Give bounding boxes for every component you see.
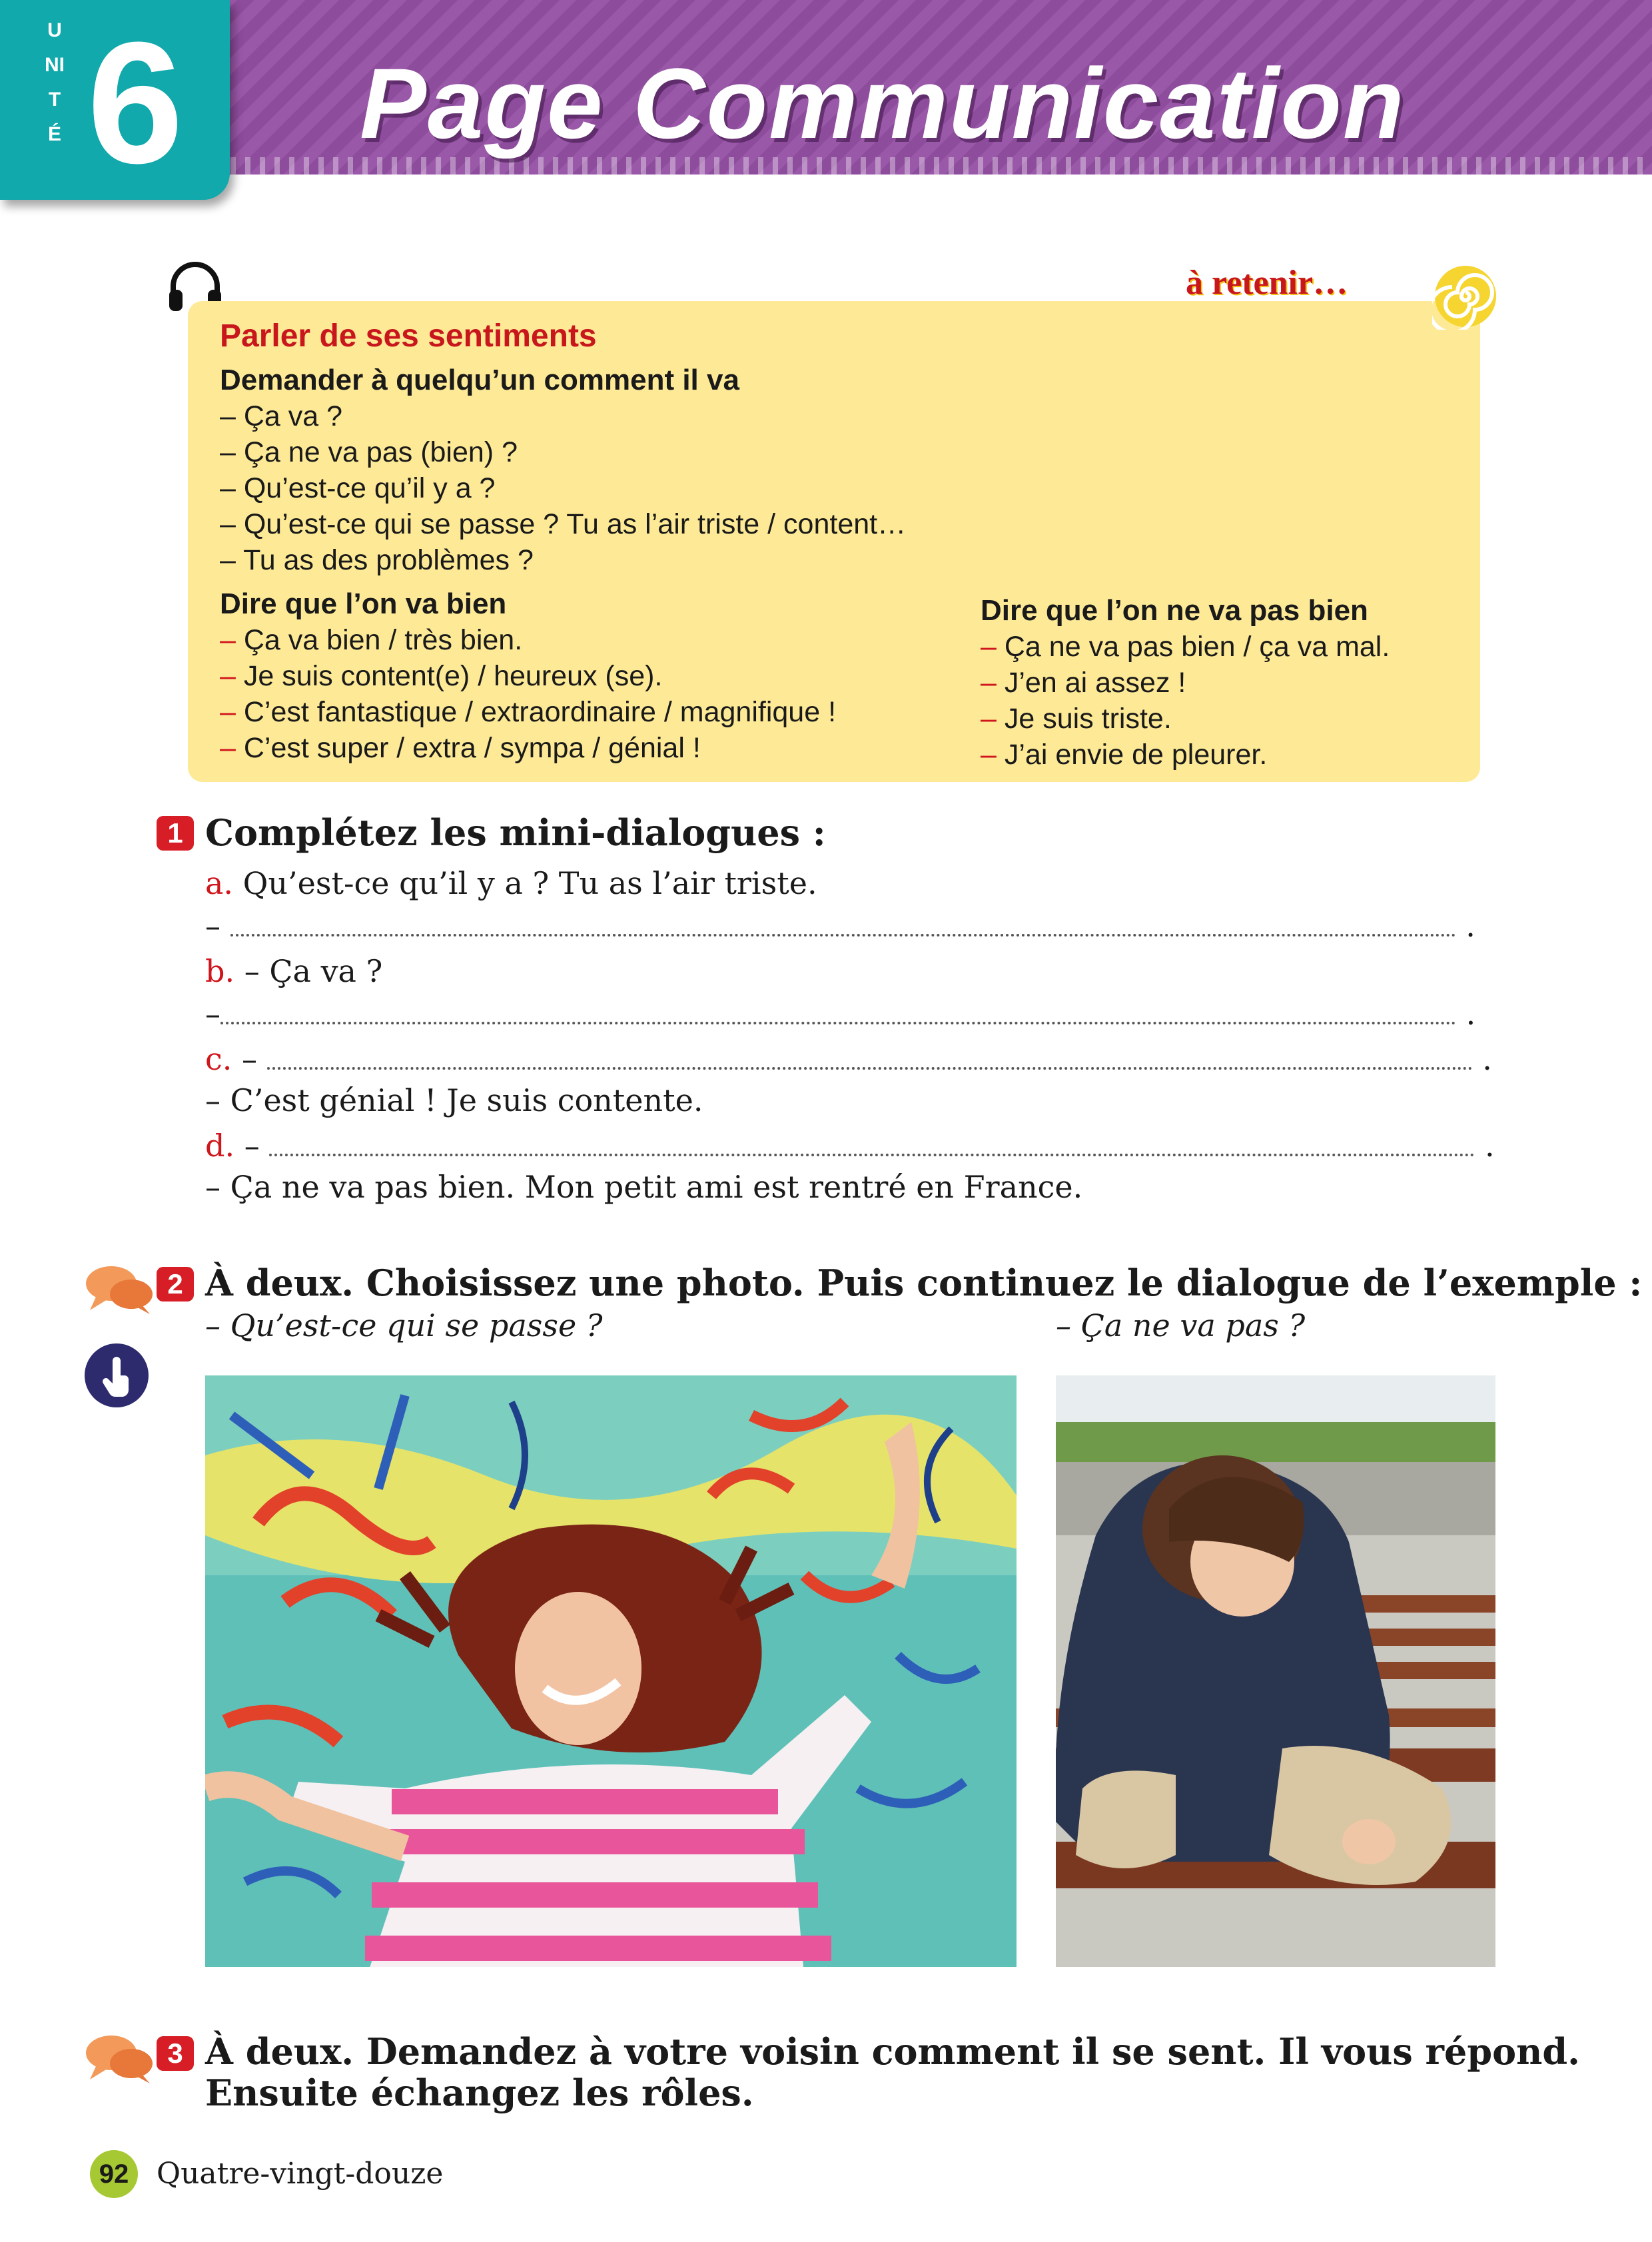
retenir-title: Parler de ses sentiments — [220, 318, 597, 354]
bad-item: – J’en ai assez ! — [981, 667, 1186, 699]
good-heading: Dire que l’on va bien — [220, 587, 507, 620]
example-left: – Qu’est-ce qui se passe ? — [205, 1308, 603, 1343]
ask-item: – Qu’est-ce qui se passe ? Tu as l’air triste / content… — [220, 508, 907, 540]
spiral-icon — [1432, 263, 1499, 330]
pair-speech-icon — [83, 1262, 157, 1315]
exercise-1-number: 1 — [157, 816, 194, 851]
unit-number: 6 — [87, 7, 184, 200]
dialogue-b-answer-line[interactable]: – . — [205, 996, 1476, 1032]
dialogue-c-question-line[interactable]: c. – . — [205, 1041, 1492, 1077]
exercise-1-instruction: Complétez les mini-dialogues : — [205, 811, 826, 854]
good-item: – Ça va bien / très bien. — [220, 624, 523, 656]
good-item: – C’est super / extra / sympa / génial ! — [220, 732, 701, 764]
bad-item: – Ça ne va pas bien / ça va mal. — [981, 631, 1390, 663]
dialogue-d-question-line[interactable]: d. – . — [205, 1128, 1495, 1164]
dialogue-a-answer-line[interactable]: – . — [205, 908, 1475, 944]
page-title: Page Communication — [360, 47, 1406, 159]
ask-heading: Demander à quelqu’un comment il va — [220, 364, 739, 396]
pair-speech-icon — [83, 2032, 157, 2085]
bad-heading: Dire que l’on ne va pas bien — [981, 594, 1368, 627]
exercise-3-number: 3 — [157, 2036, 194, 2071]
ask-item: – Ça ne va pas (bien) ? — [220, 436, 518, 468]
photo-sad-boy[interactable] — [1056, 1375, 1495, 1967]
ask-item: – Tu as des problèmes ? — [220, 544, 534, 576]
touch-icon[interactable] — [83, 1342, 150, 1409]
good-item: – Je suis content(e) / heureux (se). — [220, 660, 663, 692]
dialogue-b-prompt: b. – Ça va ? — [205, 953, 383, 989]
bad-item: – J’ai envie de pleurer. — [981, 739, 1268, 771]
unit-label-text: UNITÉ — [45, 19, 65, 145]
exercise-3-instruction-line1: À deux. Demandez à votre voisin comment il se sent. Il vous répond. — [205, 2030, 1580, 2073]
photo-happy-girl[interactable] — [205, 1375, 1017, 1967]
unit-label — [41, 13, 68, 152]
dialogue-d-answer: – Ça ne va pas bien. Mon petit ami est rentré en France. — [205, 1169, 1083, 1205]
page-number: 92 — [90, 2150, 138, 2198]
dialogue-c-answer: – C’est génial ! Je suis contente. — [205, 1082, 703, 1118]
good-item: – C’est fantastique / extraordinaire / magnifique ! — [220, 696, 837, 728]
exercise-2-number: 2 — [157, 1267, 194, 1302]
retenir-tag: à retenir… — [1186, 264, 1348, 302]
dialogue-a-prompt: a. Qu’est-ce qu’il y a ? Tu as l’air triste. — [205, 865, 817, 901]
page-number-words: Quatre-vingt-douze — [157, 2157, 444, 2191]
bad-item: – Je suis triste. — [981, 703, 1172, 735]
exercise-3-instruction-line2: Ensuite échangez les rôles. — [205, 2071, 754, 2114]
exercise-2-instruction: À deux. Choisissez une photo. Puis continuez le dialogue de l’exemple : — [205, 1262, 1643, 1304]
ask-item: – Qu’est-ce qu’il y a ? — [220, 472, 496, 504]
ask-item: – Ça va ? — [220, 400, 343, 432]
example-right: – Ça ne va pas ? — [1056, 1308, 1306, 1343]
